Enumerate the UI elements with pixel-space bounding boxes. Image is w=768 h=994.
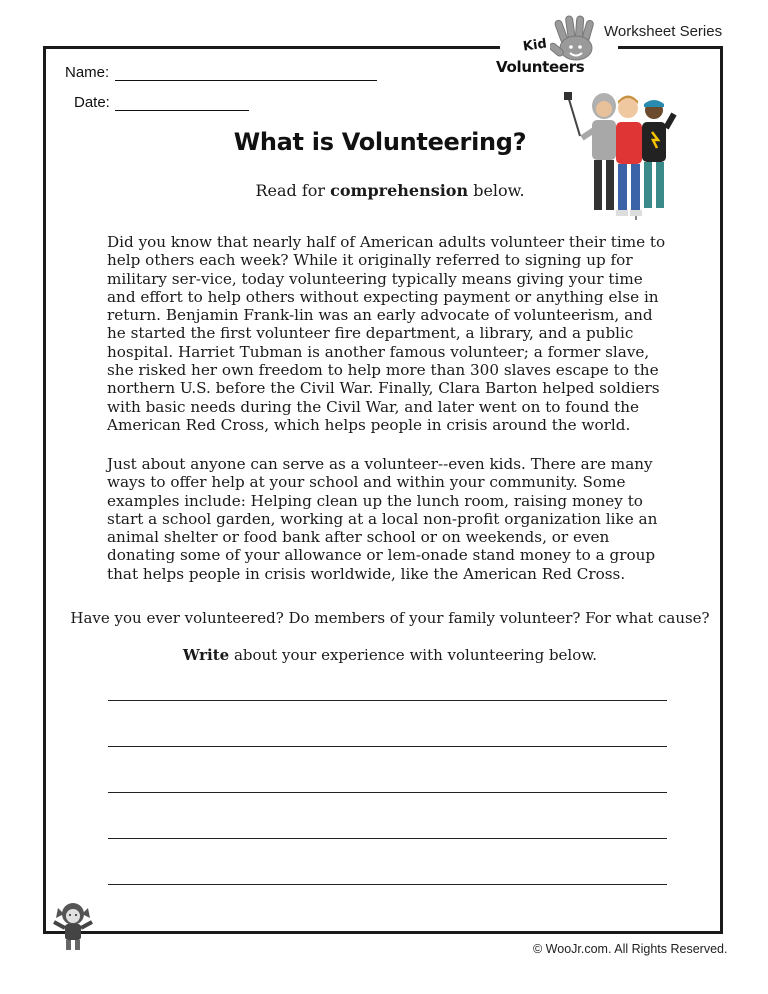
name-label: Name: (65, 64, 110, 81)
subtitle-prefix: Read for (255, 181, 331, 200)
copyright-text: © WooJr.com. All Rights Reserved. (533, 942, 728, 956)
write-prompt (60, 646, 720, 664)
paragraph-2: Just about anyone can serve as a volunteer--even kids. There are many ways to offer help at your school and within your community. Some examples include: Helping clean up the lunch room, raising money to start a school garden, working at a local non-profit organization like an animal shelter or food bank after school or on weekends, or even donating some of your allowance or lem-onade stand money to a group that helps people in crisis worldwide, like the American Red Cross. (107, 455, 658, 583)
subtitle (160, 181, 620, 200)
worksheet-title: What is Volunteering? (233, 128, 527, 156)
paragraph-1: Did you know that nearly half of American adults volunteer their time to help others each week? While it originally referred to signing up for military ser-vice, today volunteering typically means giving your time and effort to help others without expecting payment or anything else in return. Benjamin Frank-lin was an early advocate of volunteerism, and he started the first volunteer fire department, a library, and a public hospital. Harriet Tubman is another famous volunteer; a former slave, she risked her own freedom to help more than 300 slaves escape to the northern U.S. before the Civil War. Finally, Clara Barton helped soldiers with basic needs during the Civil War, and later went on to found the American Red Cross, which helps people in crisis around the world. (107, 233, 666, 434)
kids-selfie-illustration (562, 92, 682, 220)
date-field[interactable] (115, 94, 249, 111)
subtitle-suffix: below. (468, 181, 525, 200)
logo-volunteers-text: Volunteers (496, 58, 585, 76)
writing-line[interactable] (108, 838, 667, 839)
question-text: Have you ever volunteered? Do members of your family volunteer? For what cause? (70, 609, 710, 627)
subtitle-bold: comprehension (330, 181, 469, 200)
write-prompt-bold: Write (182, 646, 230, 664)
date-label: Date: (74, 94, 110, 111)
write-prompt-rest: about your experience with volunteering below. (229, 646, 598, 664)
writing-line[interactable] (108, 884, 667, 885)
writing-line[interactable] (108, 700, 667, 701)
worksheet-series-label: Worksheet Series (604, 23, 723, 40)
kid-mascot-icon (48, 900, 98, 952)
name-field[interactable] (115, 64, 377, 81)
writing-line[interactable] (108, 746, 667, 747)
writing-line[interactable] (108, 792, 667, 793)
logo-kid-text: Kid (522, 36, 548, 55)
